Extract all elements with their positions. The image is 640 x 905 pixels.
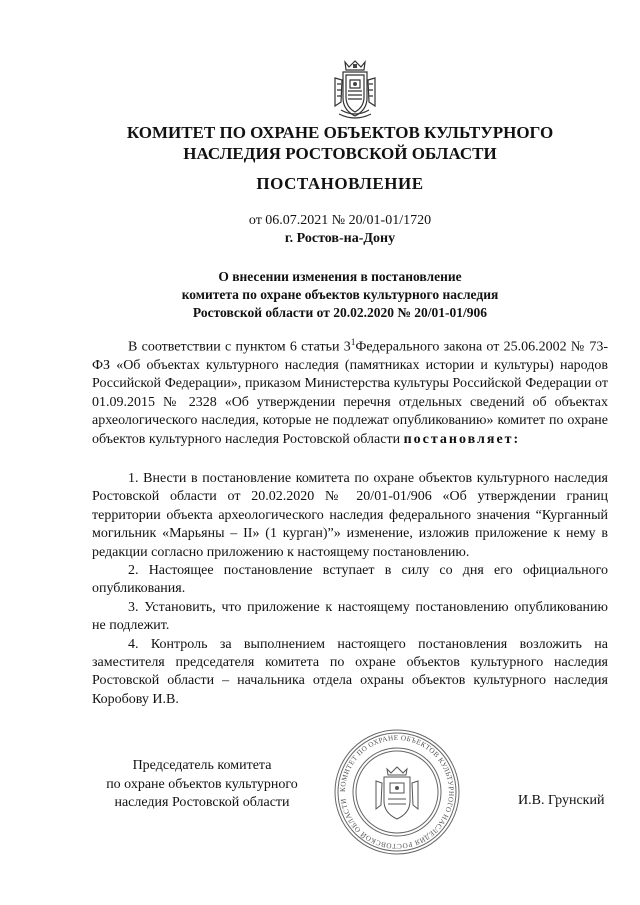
signatory-name: И.В. Грунский [518,793,605,808]
decree-word: постановляет: [403,431,521,447]
date-and-number: от 06.07.2021 № 20/01-01/1720 [248,213,432,228]
decree-item-1: 1. Внести в постановление комитета по охране объектов культурного наследия Ростовской области от 20.02.2020 № 20/01-01/906 «Об утверждении границ территории объекта археологического наследия федерального значения “Курганный могильник «Марьяны – II» (1 курган)”» изменение, изложив приложение к нему в редакции согласно приложению к настоящему постановлению. [92,471,608,560]
decree-items [92,470,608,709]
signatory-title-line3: наследия Ростовской области [114,795,290,810]
preamble-part2: Федерального закона от 25.06.2002 № 73-ФЗ «Об объектах культурного наследия (памятниках истории и культуры) народов Российской Федерации», приказом Министерства культуры Российской Федерации от 01.09.2015 № 2328 «Об утверждении перечня отдельных сведений об объектах археологического наследия, которые не подлежат опубликованию» комитет по охране объектов культурного наследия Ростовской области [92,339,608,447]
city-name: г. Ростов-на-Дону [284,231,396,246]
seal-text: КОМИТЕТ ПО ОХРАНЕ ОБЪЕКТОВ КУЛЬТУРНОГО НАСЛЕДИЯ РОСТОВСКОЙ ОБЛАСТИ [338,733,456,851]
signatory-title-line2: по охране объектов культурного [106,776,298,792]
official-seal-icon [332,727,462,857]
committee-name [60,122,620,164]
preamble-part1: В соответствии с пунктом 6 статьи 3 [128,339,351,355]
preamble-paragraph [92,333,608,449]
document-type-title: ПОСТАНОВЛЕНИЕ [256,174,424,193]
decree-item-3: 3. Установить, что приложение к настоящему постановлению опубликованию не подлежит. [92,599,608,634]
committee-name-line2: НАСЛЕДИЯ РОСТОВСКОЙ ОБЛАСТИ [183,144,497,163]
subject-line1: О внесении изменения в постановление [218,269,462,284]
signatory-title [92,757,312,813]
document-subject [60,268,620,322]
decree-item-2: 2. Настоящее постановление вступает в силу со дня его официального опубликования. [92,563,608,597]
subject-line2: комитета по охране объектов культурного наследия [181,287,499,302]
decree-item-4: 4. Контроль за выполнением настоящего постановления возложить на заместителя председателя комитета по охране объектов культурного наследия Ростовской области – начальника отдела охраны объектов культурного наследия Коробову И.В. [92,636,608,707]
committee-name-line1: КОМИТЕТ ПО ОХРАНЕ ОБЪЕКТОВ КУЛЬТУРНОГО [126,123,554,142]
coat-of-arms-icon [331,58,379,122]
subject-line3: Ростовской области от 20.02.2020 № 20/01-01/906 [192,305,488,320]
signatory-title-line1: Председатель комитета [132,758,272,773]
preamble-superscript: 1 [350,337,356,347]
